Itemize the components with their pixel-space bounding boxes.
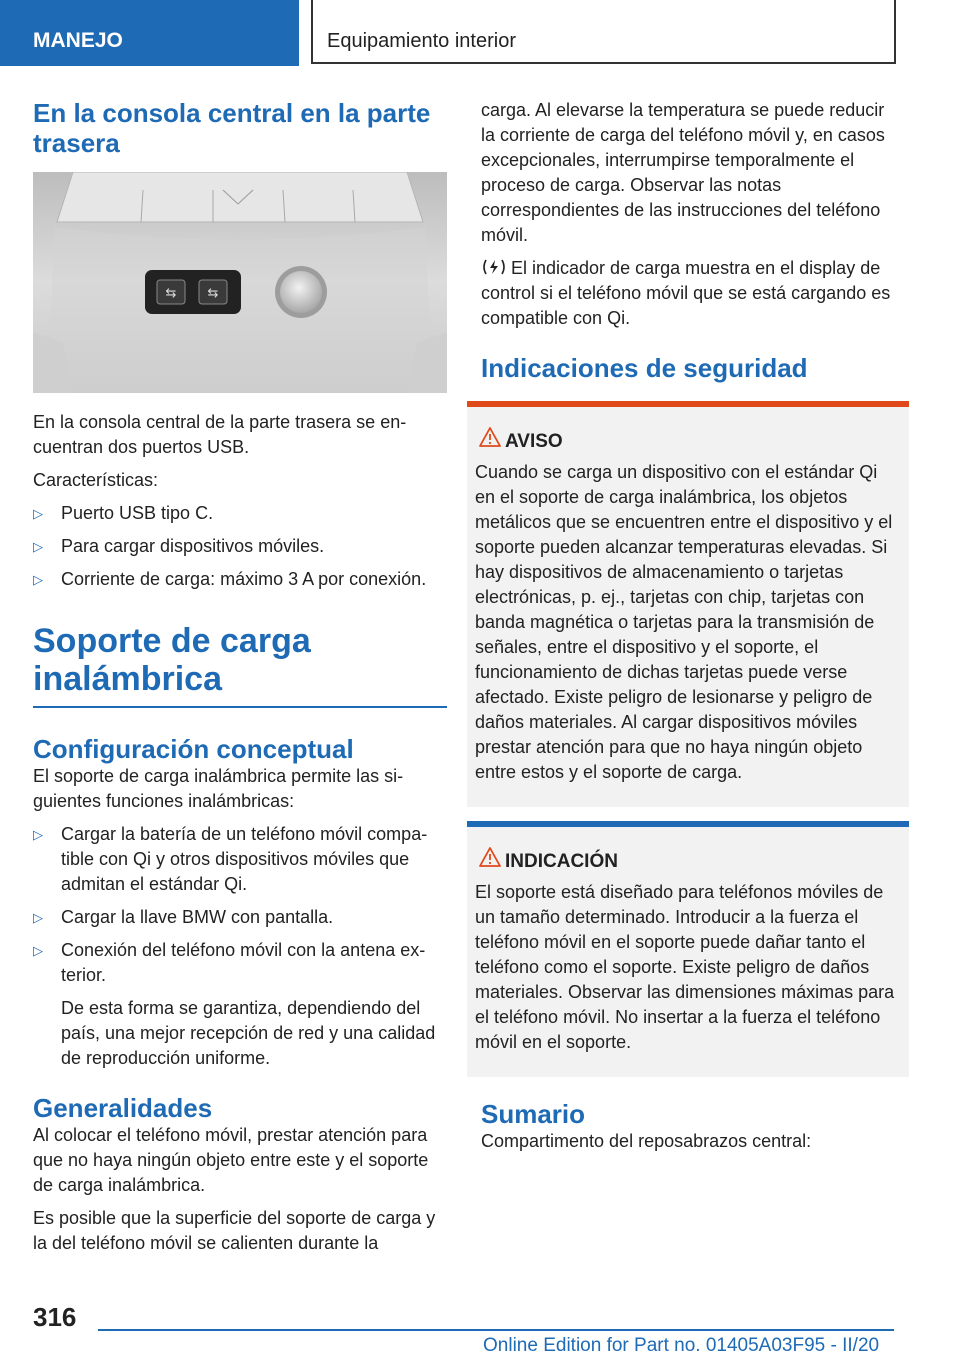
- function-list: [33, 822, 447, 988]
- triangle-bullet-icon: ▷: [33, 506, 43, 521]
- page-number: 316: [33, 1302, 77, 1332]
- section-tab[interactable]: MANEJO: [0, 0, 299, 66]
- characteristics-label: Características:: [33, 470, 159, 490]
- triangle-bullet-icon: ▷: [33, 539, 43, 554]
- list-item: ▷ Conexión del teléfono móvil con la antena exterior.: [33, 940, 426, 985]
- warning-triangle-icon: [479, 846, 501, 868]
- concept-text: El soporte de carga inalámbrica permite las siguientes funciones inalámbricas:: [33, 766, 404, 811]
- heading-concept: Configuración conceptual: [33, 734, 354, 764]
- list-item: ▷ Cargar la batería de un teléfono móvil compatible con Qi y otros dispositivos móviles que admitan el estándar Qi.: [33, 824, 428, 894]
- list-item: ▷ Para cargar dispositivos móviles.: [33, 534, 447, 559]
- warning-triangle-icon: [479, 426, 501, 448]
- right-column: [475, 98, 895, 1162]
- left-column: [33, 98, 447, 1264]
- heading-rear-console: En la consola central en la parte trasera: [33, 98, 431, 158]
- edition-footer: Online Edition for Part no. 01405A03F95 - II/20: [483, 1335, 880, 1356]
- notice-box: [467, 821, 909, 1077]
- heading-summary: Sumario: [481, 1099, 586, 1129]
- notice-text: El soporte está diseñado para teléfonos móviles de un tamaño determinado. Introducir a la fuerza el teléfono móvil en el soporte puede dañar tanto el teléfono como el soporte. Existe peligro de daños materiales. Observar las dimensiones máximas para el teléfono móvil. No insertar a la fuerza el teléfono móvil en el soporte.: [475, 882, 895, 1052]
- continuation-text: carga. Al elevarse la temperatura se puede reducir la corriente de carga del teléfono móvil y, en casos excepcionales, interrumpirse temporalmente el proceso de carga. Observar las notas correspondientes de las instrucciones del teléfono móvil.: [481, 100, 885, 245]
- wireless-charging-icon: [481, 258, 507, 276]
- heading-safety: Indicaciones de seguridad: [481, 353, 808, 383]
- warning-box: [467, 401, 909, 807]
- svg-text:⇆: ⇆: [165, 286, 177, 301]
- topic-tab[interactable]: Equipamiento interior: [311, 0, 896, 64]
- warning-title: AVISO: [505, 429, 901, 454]
- triangle-bullet-icon: ▷: [33, 910, 43, 925]
- footer-divider: [98, 1329, 894, 1331]
- heading-general: Generalidades: [33, 1093, 213, 1123]
- list-item: ▷ Cargar la llave BMW con pantalla.: [33, 905, 447, 930]
- list-item: ▷ Puerto USB tipo C.: [33, 501, 447, 526]
- general-text-2: Es posible que la superficie del soporte de carga y la del teléfono móvil se calienten durante la: [33, 1208, 436, 1253]
- triangle-bullet-icon: ▷: [33, 943, 43, 958]
- heading-wireless-charging: Soporte de carga inalámbrica: [33, 622, 447, 708]
- indicator-text: El indicador de carga muestra en el display de control si el teléfono móvil que se está cargando es compatible con Qi.: [481, 258, 891, 328]
- triangle-bullet-icon: ▷: [33, 572, 43, 587]
- page-header: [0, 0, 960, 66]
- summary-text: Compartimento del reposabrazos central:: [481, 1131, 812, 1151]
- usb-feature-list: [33, 501, 447, 592]
- warning-text: Cuando se carga un dispositivo con el estándar Qi en el soporte de carga inalámbrica, los objetos metálicos que se encuentren entre el dispositivo y el soporte pueden alcanzar temperaturas elevadas. Si hay dispositivos de almacenamiento o tarjetas electrónicas, p. ej., tarjetas con chip, tarjetas con banda magnética o tarjetas para la transmisión de señales, entre el dispositivo y el soporte, el funcionamiento de dichas tarjetas puede verse afectado. Existe peligro de lesionarse y peligro de daños materiales. Al cargar dispositivos móviles prestar atención para que no haya ningún objeto entre estos y el soporte de carga.: [475, 462, 893, 782]
- list-item: ▷ Corriente de carga: máximo 3 A por conexión.: [33, 567, 447, 592]
- rear-console-text: En la consola central de la parte trasera se encuentran dos puertos USB.: [33, 412, 407, 457]
- notice-title: INDICACIÓN: [505, 849, 901, 874]
- svg-text:⇆: ⇆: [207, 286, 219, 301]
- antenna-extra-text: De esta forma se garantiza, dependiendo del país, una mejor recepción de red y una calidad de reproducción uniforme.: [61, 998, 436, 1068]
- rear-console-usb-photo: [33, 172, 447, 393]
- triangle-bullet-icon: ▷: [33, 827, 43, 842]
- general-text-1: Al colocar el teléfono móvil, prestar atención para que no haya ningún objeto entre este y el soporte de carga inalámbrica.: [33, 1125, 429, 1195]
